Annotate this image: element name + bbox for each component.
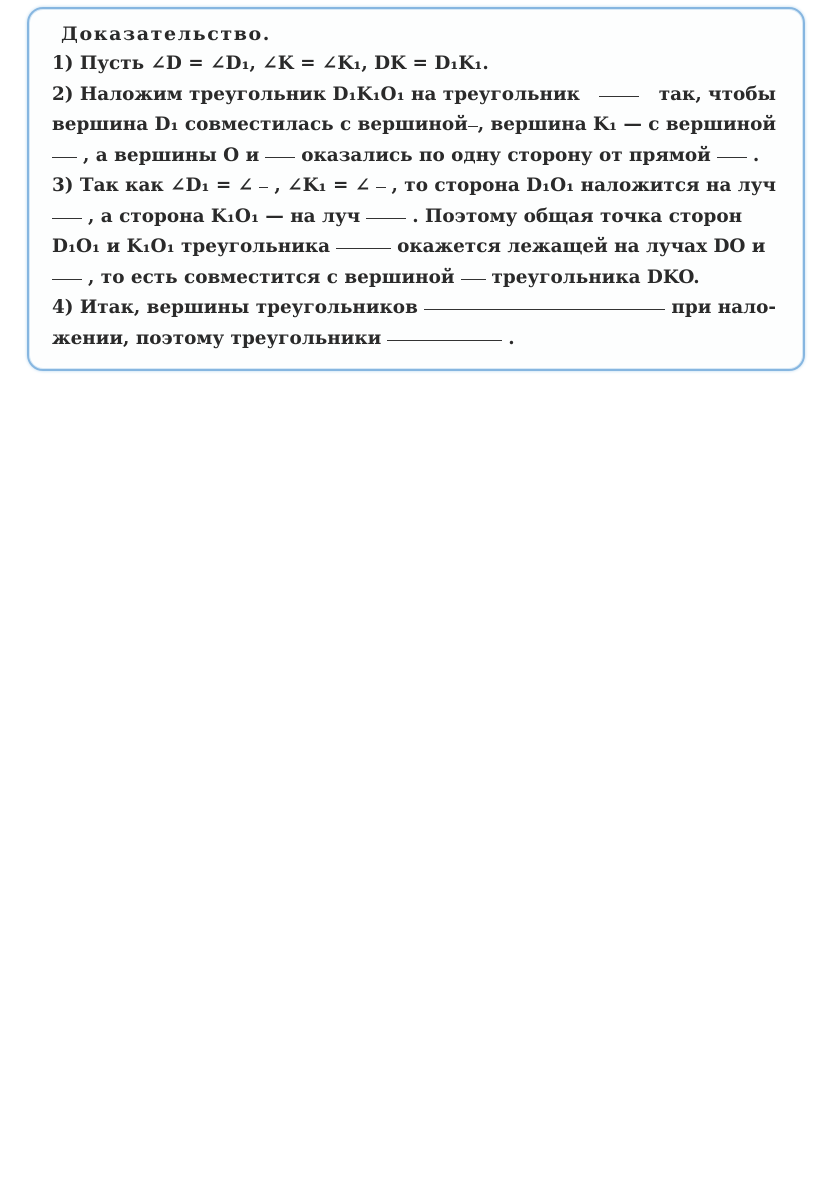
proof-text: так, чтобы <box>658 83 776 105</box>
blank-field[interactable] <box>717 141 747 158</box>
proof-text: , а сторона K₁O₁ — на луч <box>88 205 361 227</box>
proof-line-2 <box>52 80 776 111</box>
blank-field[interactable] <box>336 232 391 249</box>
proof-text: . <box>752 144 760 166</box>
proof-line-7 <box>52 232 776 263</box>
proof-text: вершина D₁ совместилась с вершиной <box>52 114 468 135</box>
proof-text: 1) Пусть ∠D = ∠D₁, ∠K = ∠K₁, DK = D₁K₁. <box>52 53 489 74</box>
proof-text: оказались по одну сторону от прямой <box>301 144 711 166</box>
proof-title: Доказательство. <box>61 23 272 45</box>
proof-text: треугольника DKO. <box>491 266 700 288</box>
proof-line-6 <box>52 202 776 233</box>
blank-field[interactable] <box>424 293 666 310</box>
blank-field[interactable] <box>259 171 268 188</box>
proof-line-8 <box>52 263 776 294</box>
proof-text: 3) Так как ∠D₁ = ∠ <box>52 175 254 196</box>
blank-field[interactable] <box>599 80 639 97</box>
proof-text: . <box>508 327 515 349</box>
proof-text: D₁O₁ и K₁O₁ треугольника <box>52 236 331 257</box>
proof-line-4 <box>52 141 776 172</box>
blank-field[interactable] <box>52 202 82 219</box>
blank-field[interactable] <box>376 171 385 188</box>
blank-field[interactable] <box>52 141 77 158</box>
blank-field[interactable] <box>387 324 502 341</box>
proof-text: жении, поэтому треугольники <box>52 327 382 349</box>
proof-text: , то сторона D₁O₁ наложится на луч <box>391 175 776 196</box>
proof-line-10 <box>52 324 776 355</box>
proof-line-1 <box>52 49 776 80</box>
proof-line-3 <box>52 110 776 141</box>
blank-field[interactable] <box>52 263 82 280</box>
proof-text: , ∠K₁ = ∠ <box>274 175 371 196</box>
proof-line-5 <box>52 171 776 202</box>
proof-text: , а вершины O и <box>83 144 260 166</box>
proof-text: при нало- <box>671 297 776 318</box>
blank-field[interactable] <box>265 141 295 158</box>
blank-field[interactable] <box>468 110 478 127</box>
proof-text: . Поэтому общая точка сторон <box>412 205 743 227</box>
proof-content <box>52 19 776 354</box>
proof-text: 2) Наложим треугольник D₁K₁O₁ на треугольник <box>52 83 580 105</box>
proof-text: 4) Итак, вершины треугольников <box>52 297 418 318</box>
proof-line-9 <box>52 293 776 324</box>
proof-text: окажется лежащей на лучах DO и <box>397 236 766 257</box>
blank-field[interactable] <box>366 202 406 219</box>
blank-field[interactable] <box>461 263 486 280</box>
proof-text: , то есть совместится с вершиной <box>88 266 455 288</box>
proof-text: , вершина K₁ — с вершиной <box>477 114 776 135</box>
